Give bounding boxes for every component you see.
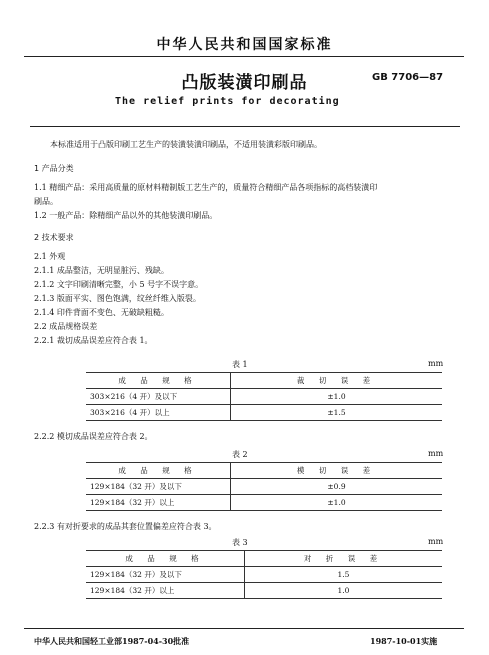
table-header-cell: 成 品 规 格 xyxy=(86,373,231,389)
clause-2-2-2: 2.2.2 模切成品误差应符合表 2。 xyxy=(34,432,153,441)
table-header-cell: 裁 切 误 差 xyxy=(231,373,443,389)
document-title: 凸版装潢印刷品 xyxy=(181,73,308,93)
standard-number: GB 7706—87 xyxy=(372,72,444,83)
approval-date: 中华人民共和国轻工业部1987-04-30批准 xyxy=(34,636,190,646)
english-title: The relief prints for decorating xyxy=(115,96,340,107)
table-cell: 1.0 xyxy=(245,583,443,599)
footer-rule xyxy=(24,628,464,629)
table-cell: 129×184（32 开）及以下 xyxy=(86,479,231,495)
clause-1-1-line1: 1.1 精细产品：采用高质量的原材料精制版工艺生产的，质量符合精细产品各项指标的高档装潢印 xyxy=(34,183,378,192)
table-header-cell: 模 切 误 差 xyxy=(231,463,443,479)
header-rule xyxy=(24,56,464,57)
table-header-cell: 成 品 规 格 xyxy=(86,463,231,479)
clause-2-1-1: 2.1.1 成品整洁，无明显脏污、残缺。 xyxy=(34,266,169,275)
clause-2-1-3: 2.1.3 版面平实、图色饱满，纹丝纤维入版裂。 xyxy=(34,294,201,303)
table-3-unit: mm xyxy=(428,537,444,546)
table-3 xyxy=(86,550,442,599)
section-2-heading: 2 技术要求 xyxy=(34,233,74,242)
table-cell: 129×184（32 开）以上 xyxy=(86,495,231,511)
table-row xyxy=(86,495,442,511)
table-cell: 129×184（32 开）以上 xyxy=(86,583,245,599)
clause-2-2: 2.2 成品规格误差 xyxy=(34,322,98,331)
section-1-heading: 1 产品分类 xyxy=(34,164,74,173)
table-1-caption: 表 1 xyxy=(232,360,248,369)
clause-2-1: 2.1 外观 xyxy=(34,252,66,261)
table-row xyxy=(86,583,442,599)
table-cell: 303×216（4 开）及以下 xyxy=(86,389,231,405)
table-row xyxy=(86,373,442,389)
table-header-cell: 对 折 误 差 xyxy=(245,551,443,567)
table-cell: 303×216（4 开）以上 xyxy=(86,405,231,421)
clause-2-1-4: 2.1.4 印件背面不变色、无破缺粗糙。 xyxy=(34,308,169,317)
table-cell: ±1.0 xyxy=(231,389,443,405)
table-cell: 129×184（32 开）及以下 xyxy=(86,567,245,583)
table-1 xyxy=(86,372,442,421)
table-3-caption: 表 3 xyxy=(232,538,248,547)
table-header-cell: 成 品 规 格 xyxy=(86,551,245,567)
table-cell: ±1.5 xyxy=(231,405,443,421)
table-2 xyxy=(86,462,442,511)
table-row xyxy=(86,389,442,405)
clause-2-2-1: 2.2.1 裁切成品误差应符合表 1。 xyxy=(34,336,153,345)
table-row xyxy=(86,551,442,567)
clause-2-1-2: 2.1.2 文字印刷清晰完整，小 5 号字不误字意。 xyxy=(34,280,204,289)
clause-1-2: 1.2 一般产品：除精细产品以外的其他装潢印刷品。 xyxy=(34,211,218,220)
table-2-unit: mm xyxy=(428,449,444,458)
table-row xyxy=(86,479,442,495)
title-rule xyxy=(30,126,460,127)
intro-paragraph: 本标准适用于凸版印刷工艺生产的装潢装潢印刷品，不适用装潢彩版印刷品。 xyxy=(50,140,322,149)
table-cell: 1.5 xyxy=(245,567,443,583)
table-cell: ±1.0 xyxy=(231,495,443,511)
clause-2-2-3: 2.2.3 有对折要求的成品其套位置偏差应符合表 3。 xyxy=(34,522,217,531)
clause-1-1-line2: 刷品。 xyxy=(34,197,58,206)
table-row xyxy=(86,463,442,479)
table-2-caption: 表 2 xyxy=(232,450,248,459)
table-row xyxy=(86,405,442,421)
table-cell: ±0.9 xyxy=(231,479,443,495)
effective-date: 1987-10-01实施 xyxy=(370,636,438,646)
standard-header: 中华人民共和国国家标准 xyxy=(156,37,333,53)
table-1-unit: mm xyxy=(428,359,444,368)
table-row xyxy=(86,567,442,583)
